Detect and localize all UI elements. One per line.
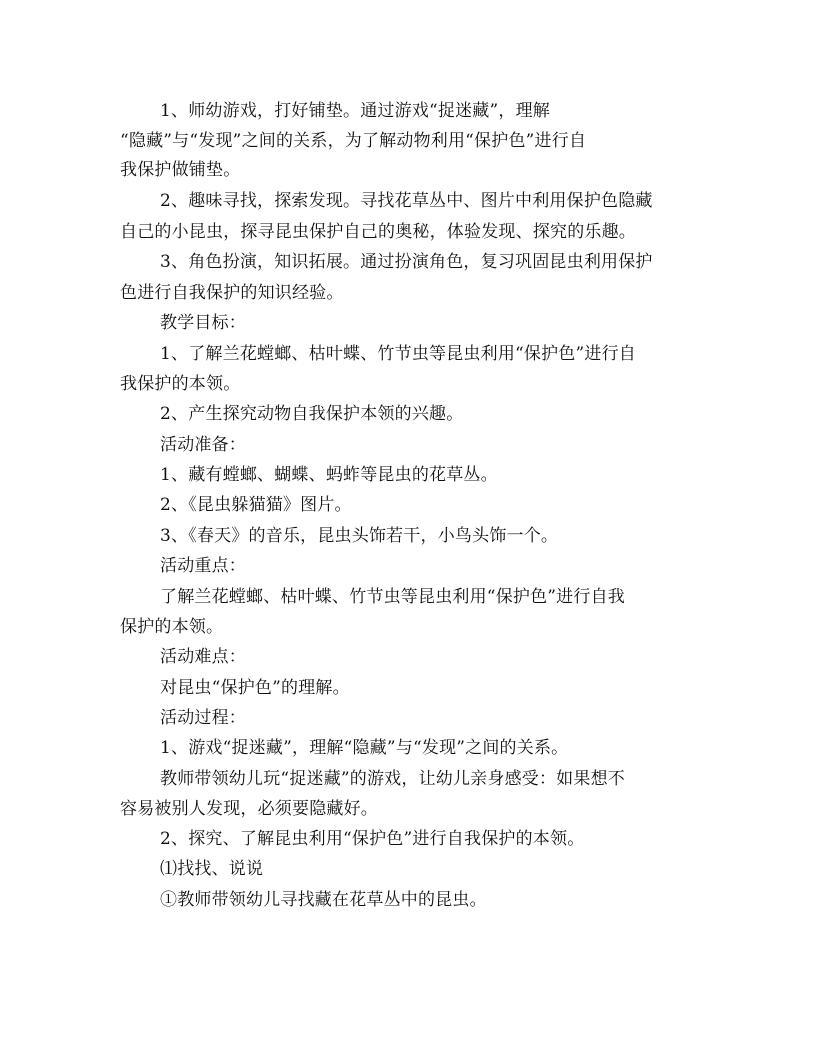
paragraph-line: 自己的小昆虫，探寻昆虫保护自己的奥秘，体验发现、探究的乐趣。 [120, 222, 636, 242]
paragraph-line: 了解兰花螳螂、枯叶蝶、竹节虫等昆虫利用“保护色”进行自我 [160, 587, 625, 607]
section-heading: 活动准备： [160, 435, 246, 455]
paragraph-line: 2、探究、了解昆虫利用“保护色”进行自我保护的本领。 [160, 829, 585, 849]
paragraph-line: 保护的本领。 [120, 617, 224, 637]
paragraph-line: 1、游戏“捉迷藏”，理解“隐藏”与“发现”之间的关系。 [160, 738, 569, 758]
paragraph-line: 我保护的本领。 [120, 374, 241, 394]
paragraph-line: 我保护做铺垫。 [120, 160, 241, 180]
paragraph-line: “隐藏”与“发现”之间的关系，为了解动物利用“保护色”进行自 [120, 131, 587, 151]
paragraph-line: 色进行自我保护的知识经验。 [120, 283, 344, 303]
paragraph-line: 1、师幼游戏，打好铺垫。通过游戏“捉迷藏”，理解 [160, 101, 550, 121]
paragraph-line: 1、了解兰花螳螂、枯叶蝶、竹节虫等昆虫利用“保护色”进行自 [160, 344, 636, 364]
paragraph-line: 2、趣味寻找，探索发现。寻找花草丛中、图片中利用保护色隐藏 [160, 191, 653, 211]
paragraph-line: 2、产生探究动物自我保护本领的兴趣。 [160, 404, 464, 424]
paragraph-line: 教师带领幼儿玩“捉迷藏”的游戏，让幼儿亲身感受：如果想不 [160, 769, 625, 789]
section-heading: 活动重点： [160, 556, 246, 576]
paragraph-line: 1、藏有螳螂、蝴蝶、蚂蚱等昆虫的花草丛。 [160, 465, 498, 485]
section-heading: 活动难点： [160, 647, 246, 667]
paragraph-line: 对昆虫“保护色”的理解。 [160, 678, 350, 698]
paragraph-line: 3、角色扮演，知识拓展。通过扮演角色，复习巩固昆虫利用保护 [160, 252, 653, 272]
paragraph-line: 容易被别人发现，必须要隐藏好。 [120, 799, 378, 819]
paragraph-line: ①教师带领幼儿寻找藏在花草丛中的昆虫。 [160, 890, 487, 910]
paragraph-line: ⑴找找、说说 [160, 859, 264, 879]
section-heading: 教学目标： [160, 313, 246, 333]
paragraph-line: 3、《春天》的音乐，昆虫头饰若干，小鸟头饰一个。 [160, 526, 559, 546]
section-heading: 活动过程： [160, 708, 246, 728]
paragraph-line: 2、《昆虫躲猫猫》图片。 [160, 495, 352, 515]
